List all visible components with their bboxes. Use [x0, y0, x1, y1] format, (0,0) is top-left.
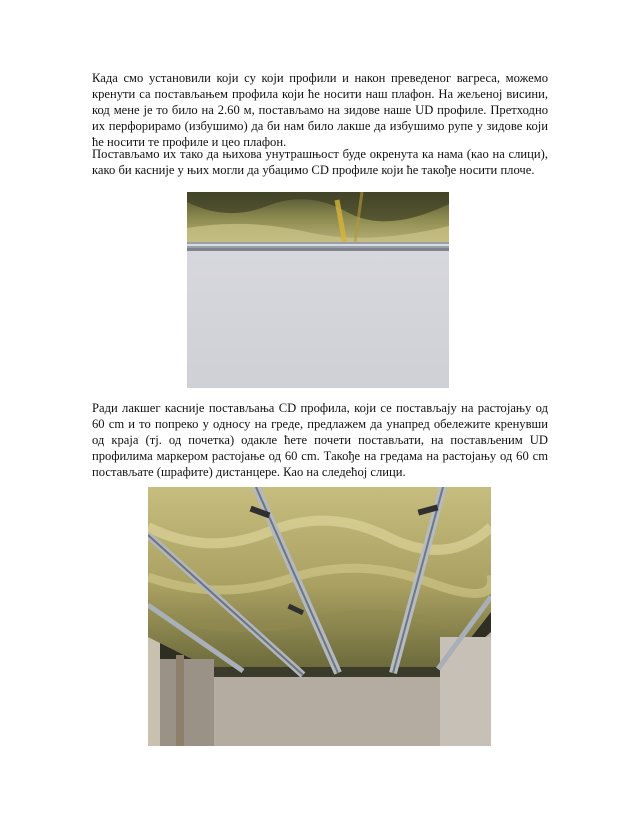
paragraph-2: Постављамо их тако да њихова унутрашњост буде окренута ка нама (као на слици), како би касније у њих могли да убацимо CD профиле који ће такође носити плоче. [92, 147, 548, 178]
photo-ud-profile-on-wall [187, 192, 449, 388]
paragraph-3: Ради лакшег касније постављања CD профила, који се постављају на растојању од 60 cm и то попреко у односу на греде, предлажем да унапред обележите кренувши од краја (тј. од почетка) одакле ћете почети постављати, на постављеним UD профилима маркером растојање од 60 cm. Такође на гредама на растојању од 60 cm постављате (шрафите) дистанцере. Као на следећој слици. [92, 401, 548, 480]
photo-ceiling-cd-profiles [148, 487, 491, 746]
paragraph-1: Када смо установили који су који профили и након преведеног вагреса, можемо кренути са постављањем профила који ће носити наш плафон. На жељеној висини, код мене је то било на 2.60 м, постављамо на зидове наше UD профиле. Претходно их перфорирамо (избушимо) да би нам било лакше да избушимо рупе у зидове који ће носити те профиле и цео плафон. [92, 71, 548, 150]
